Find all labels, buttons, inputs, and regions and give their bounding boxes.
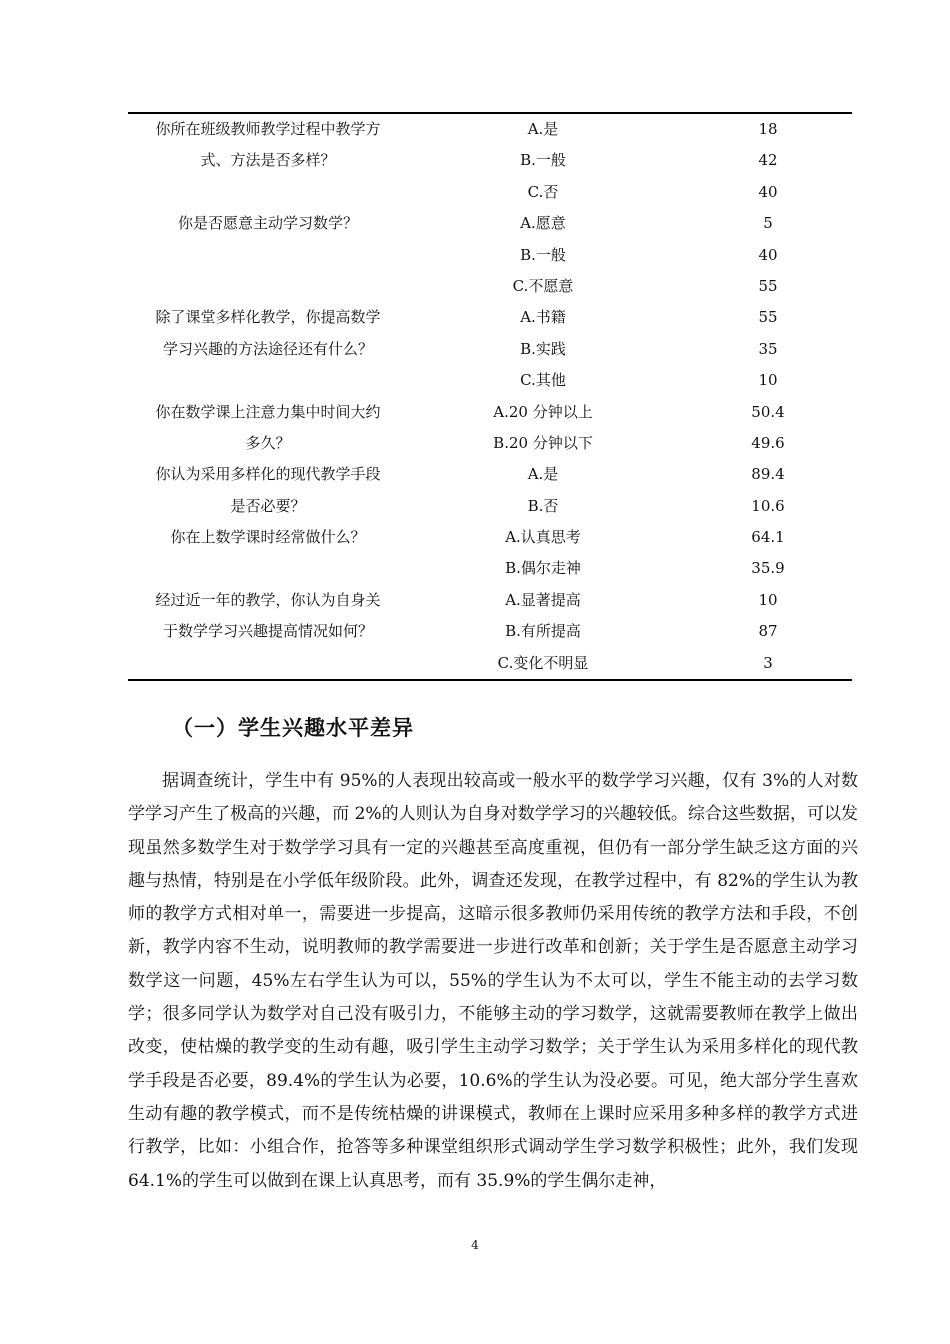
value-cell: 5 [763,214,773,233]
table-row [128,648,852,679]
option-cell: A.书籍 [520,308,566,327]
table-row [128,208,852,239]
value-cell: 89.4 [751,465,785,484]
option-cell: B.一般 [520,151,566,170]
value-cell: 35 [758,339,778,358]
option-cell: B.偶尔走神 [505,559,581,578]
option-cell: C.其他 [520,371,566,390]
table-row [128,365,852,396]
table-row [128,585,852,616]
value-cell: 10 [758,590,778,609]
option-cell: B.实践 [520,339,566,358]
value-cell: 35.9 [751,559,785,578]
table-row [128,553,852,584]
question-cell: 你认为采用多样化的现代教学手段 [155,465,381,484]
table-row [128,334,852,365]
question-cell: 你在上数学课时经常做什么？ [170,528,366,547]
option-cell: B.20 分钟以下 [493,433,593,452]
survey-table [128,112,852,681]
question-cell: 于数学学习兴趣提高情况如何？ [162,622,373,641]
option-cell: B.有所提高 [505,622,581,641]
question-cell: 经过近一年的教学，你认为自身关 [155,590,381,609]
value-cell: 87 [758,622,778,641]
question-cell: 多久？ [245,433,291,452]
table-row [128,177,852,208]
value-cell: 55 [758,308,778,327]
question-cell: 你所在班级教师教学过程中教学方 [155,120,381,138]
value-cell: 3 [763,653,773,672]
table-row [128,428,852,459]
question-cell: 除了课堂多样化教学，你提高数学 [155,308,381,327]
body-paragraph: 据调查统计，学生中有 95%的人表现出较高或一般水平的数学学习兴趣，仅有 3%的人对数学学习产生了极高的兴趣，而 2%的人则认为自身对数学学习的兴趣较低。综合这些数据，可以发现虽然多数学生对于数学学习具有一定的兴趣甚至高度重视，但仍有一部分学生缺乏这方面的兴趣与热情，特别是在小学低年级阶段。此外，调查还发现，在教学过程中，有 82%的学生认为教师的教学方式相对单一，需要进一步提高，这暗示很多教师仍采用传统的教学方法和手段，不创新，教学内容不生动，说明教师的教学需要进一步进行改革和创新；关于学生是否愿意主动学习数学这一问题，45%左右学生认为可以，55%的学生认为不太可以，学生不能主动的去学习数学；很多同学认为数学对自己没有吸引力，不能够主动的学习数学，这就需要教师在教学上做出改变，使枯燥的教学变的生动有趣，吸引学生主动学习数学；关于学生认为采用多样化的现代教学手段是否必要，89.4%的学生认为必要，10.6%的学生认为没必要。可见，绝大部分学生喜欢生动有趣的教学模式，而不是传统枯燥的讲课模式，教师在上课时应采用多种多样的教学方式进行教学，比如：小组合作，抢答等多种课堂组织形式调动学生学习数学积极性；此外，我们发现 64.1%的学生可以做到在课上认真思考，而有 35.9%的学生偶尔走神， [128,771,858,1191]
value-cell: 40 [758,245,778,264]
table-row [128,522,852,553]
table-row [128,491,852,522]
table-row [128,302,852,333]
option-cell: C.变化不明显 [497,653,589,672]
value-cell: 64.1 [751,528,785,547]
table-row [128,145,852,176]
question-cell: 学习兴趣的方法途径还有什么？ [162,339,373,358]
option-cell: B.否 [527,496,559,515]
value-cell: 42 [758,151,778,170]
value-cell: 55 [758,276,778,295]
value-cell: 10 [758,371,778,390]
table-row [128,114,852,145]
table-row [128,240,852,271]
table-row [128,271,852,302]
option-cell: A.是 [527,120,559,138]
option-cell: C.不愿意 [512,276,574,295]
option-cell: A.认真思考 [505,528,581,547]
option-cell: A.显著提高 [505,590,581,609]
option-cell: A.20 分钟以上 [493,402,593,421]
question-cell: 式、方法是否多样？ [200,151,336,170]
table-row [128,616,852,647]
option-cell: C.否 [527,182,559,201]
question-cell: 你是否愿意主动学习数学？ [177,214,358,233]
value-cell: 50.4 [751,402,785,421]
table-row [128,397,852,428]
question-cell: 你在数学课上注意力集中时间大约 [155,402,381,421]
option-cell: A.是 [527,465,559,484]
value-cell: 18 [758,120,778,138]
value-cell: 10.6 [751,496,785,515]
value-cell: 40 [758,182,778,201]
value-cell: 49.6 [751,433,785,452]
table-row [128,459,852,490]
option-cell: B.一般 [520,245,566,264]
section-heading: （一）学生兴趣水平差异 [172,716,414,740]
option-cell: A.愿意 [520,214,566,233]
question-cell: 是否必要？ [230,496,306,515]
page-number: 4 [471,1238,479,1252]
